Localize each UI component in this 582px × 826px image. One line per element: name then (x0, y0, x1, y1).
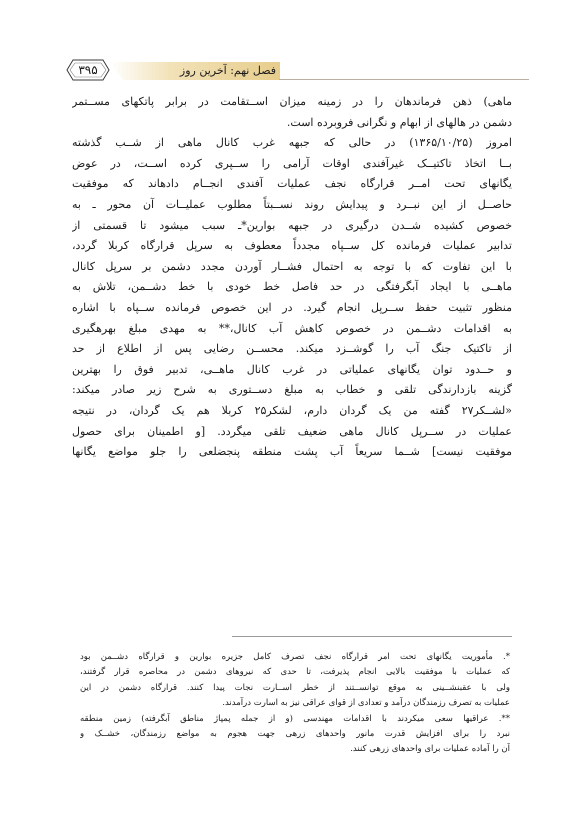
footnote-line: نبرد را برای افزایش قدرت مانور واحدهای زرهی جهت هجوم به مواضع رزمندگان، خشــک و (80, 728, 510, 739)
footnotes (80, 650, 510, 758)
body-line: به اقدامات دشــمن در خصوص کاهش آب کانال،** به مهدی مبلغ بهرهگیری (72, 321, 512, 335)
body-line: امروز (۱۳۶۵/۱۰/۲۵) در حالی که جبهه غرب کانال ماهی از شــب گذشته (72, 136, 512, 150)
body-line: گزینه بازدارندگی تلقی و خطاب به مبلغ دســتوری به شرح زیر صادر میکند: (72, 383, 512, 397)
body-line: تدابیر عملیات فرمانده کل ســپاه مجدداً معطوف به سرپل قرارگاه کربلا گردد، (72, 239, 512, 253)
running-header (64, 56, 529, 84)
body-line: حاصــل از این نبــرد و پیدایش روند نســبتاً مطلوب عملیــات آن محور ـ به (72, 197, 512, 211)
body-line: موفقیت نیست] شــما سریعاً آب پشت منطقه پنجضلعی را جلو مواضع یگانها (72, 445, 512, 459)
footnote-line: که عملیات با موفقیت بالایی انجام پذیرفت، تا حدی که نیروهای دشمن در محاصره قرار گرفتند، (80, 667, 510, 678)
body-line: و حــدود توان یگانهای عملیاتی در غرب کانال ماهــی، تدبیر فوق را بهترین (72, 362, 512, 376)
body-text (72, 92, 512, 463)
body-line: دشمن در هالهای از ابهام و نگرانی فروبرده است. (286, 115, 512, 129)
page-number-box (64, 56, 112, 84)
page-number: ۳۹۵ (78, 63, 98, 77)
body-line: منظور تثبیت حفظ ســرپل انجام گیرد. در این خصوص فرمانده ســپاه با اشاره (72, 300, 512, 314)
footnote-line: عملیات به تصرف رزمندگان درآمد و تعدادی از قوای عراقی نیز به اسارت درآمدند. (222, 698, 510, 709)
body-line: خصوص کشیده شــدن درگیری در جبهه بوارین*ـ سبب میشود تا قسمتی از (72, 218, 512, 232)
footnote-line: *. مأموریت یگانهای تحت امر قرارگاه نجف تصرف کامل جزیره بوارین و قرارگاه دشــمن بود (80, 652, 510, 662)
body-line: بــا اتخاذ تاکتیــک غیرآفندی اوقات آرامی را ســپری کرده اســت، در عوض (72, 156, 512, 170)
body-line: ماهی) ذهن فرماندهان را در زمینه میزان اســتقامت در برابر پاتکهای مســتمر (72, 95, 512, 108)
footnote-line: ولی با عقبنشــینی به موقع توانســتند از خطر اســارت نجات پیدا کنند. قرارگاه دشمن در این (80, 682, 510, 693)
header-rule (279, 79, 529, 80)
body-line: یگانهای تحت امــر قرارگاه نجف عملیات آفندی انجــام دادهاند که موفقیت (72, 177, 512, 191)
body-line: ماهــی با ایجاد آبگرفتگی در حد فاصل خط خودی با خط دشــمن، تلاش به (72, 280, 512, 294)
footnote-line: آن را آماده عملیات برای واحدهای زرهی کنند. (350, 744, 510, 755)
chapter-title: فصل نهم: آخرین روز (179, 64, 276, 77)
body-line: با این تفاوت که با توجه به احتمال فشــار آوردن مجدد دشمن بر سرپل کانال (72, 259, 512, 273)
body-line: عملیات در ســرپل کانال ماهی ضعیف تلقی میگردد. [و اطمینان برای حصول (72, 424, 512, 438)
footnote-line: **. عراقیها سعی میکردند با اقدامات مهندسی (و از جمله پمپاژ مناطق آبگرفته) زمین منطقه (80, 713, 510, 724)
body-line: از تاکتیک جنگ آب را گوشــزد میکند. محســن رضایی پس از اطلاع از حد (72, 342, 512, 356)
footnote-separator (232, 636, 512, 637)
body-line: «لشــکر۲۷ گفته من یک گردان دارم، لشکر۲۵ کربلا هم یک گردان، در نتیجه (72, 403, 512, 417)
